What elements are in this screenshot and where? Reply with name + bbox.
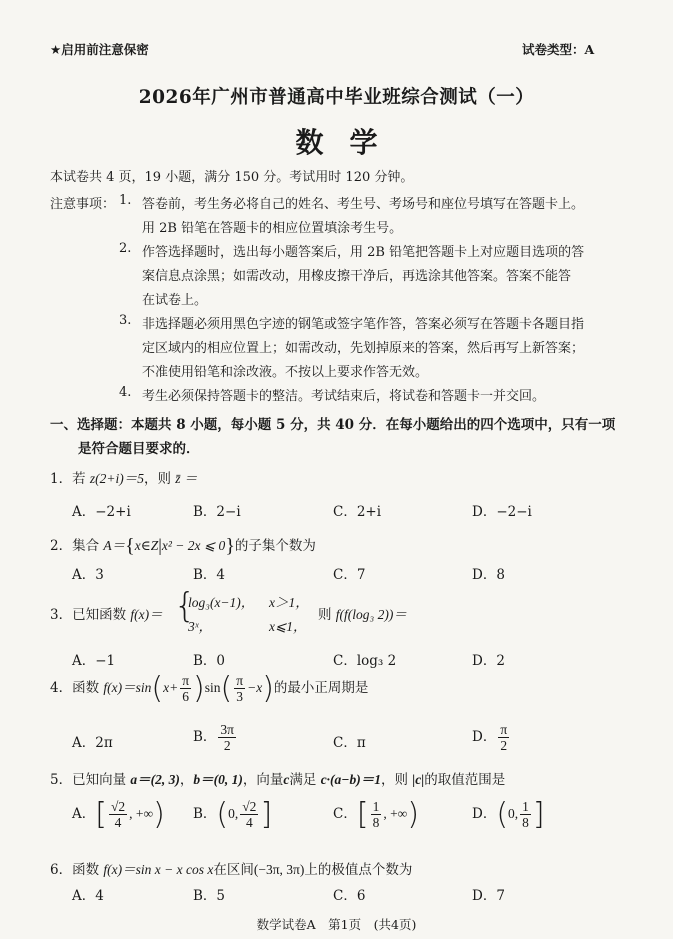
- question-text: 已知向量: [72, 772, 127, 788]
- question-text: 若: [72, 471, 86, 487]
- exam-intro: 本试卷共 4 页，19 小题，满分 150 分。考试用时 120 分钟。: [50, 170, 414, 185]
- question-6: [50, 858, 412, 878]
- option-a: A．4: [72, 888, 104, 904]
- fraction-denominator: 3: [236, 689, 244, 704]
- piecewise-brace: {: [174, 586, 196, 626]
- option-a: A．−1: [72, 653, 116, 669]
- notice-num: 2.: [119, 241, 132, 256]
- option-label: B．: [193, 806, 217, 822]
- set-bar: |: [158, 535, 162, 555]
- piece-case-1: log₃(x−1)，: [188, 595, 255, 610]
- option-a: A．2π: [72, 735, 113, 751]
- notice-line: 定区域内的相应位置上；如需改动，先划掉原来的答案，然后再写上新答案；: [142, 341, 585, 356]
- fraction-denominator: 2: [223, 738, 231, 753]
- bracket-close: ]: [532, 796, 545, 832]
- question-number: 1．: [50, 471, 73, 487]
- notice-num: 4.: [119, 385, 132, 400]
- option-b: B．4: [193, 567, 226, 583]
- notice-line: 答卷前，考生务必将自己的姓名、考生号、考场号和座位号填写在答题卡上。: [142, 197, 585, 212]
- fraction: [498, 722, 509, 753]
- fraction-numerator: π: [182, 673, 190, 688]
- arg-part: x+: [163, 680, 179, 695]
- question-number: 6．: [50, 862, 73, 878]
- option-c: C．2+i: [333, 504, 382, 520]
- question-3-intro: [50, 603, 163, 623]
- paren-close: ): [193, 670, 205, 706]
- question-expr: A＝: [103, 538, 126, 553]
- piece-case-2: 3ˣ，: [188, 619, 213, 634]
- vector-c: c: [283, 772, 290, 787]
- notice-line: 不准使用铅笔和涂改液。不按以上要求作答无效。: [142, 365, 429, 380]
- question-func: f(x)＝: [130, 607, 163, 622]
- question-4: [50, 670, 369, 706]
- notice-line: 在试卷上。: [142, 293, 208, 308]
- set-open-brace: {: [125, 535, 135, 557]
- comma: ，: [179, 772, 194, 788]
- section-heading-cont: 是符合题目要求的．: [78, 441, 200, 457]
- question-text: 函数: [72, 862, 100, 878]
- question-number: 2．: [50, 538, 73, 554]
- vector-a: a＝(2, 3): [130, 772, 180, 787]
- piece-cond-1: x＞1，: [269, 595, 309, 610]
- question-text: 满足: [289, 772, 317, 788]
- fraction-numerator: π: [236, 673, 244, 688]
- question-text: ，向量: [242, 772, 284, 788]
- bracket-open: [: [356, 796, 369, 832]
- option-d: D．7: [472, 888, 505, 904]
- question-1: [50, 467, 197, 487]
- notice-line: 考生必须保持答题卡的整洁。考试结束后，将试卷和答题卡一并交回。: [142, 389, 546, 404]
- option-a: [72, 796, 165, 832]
- option-d: D．2: [472, 653, 505, 669]
- piece-cond-2: x⩽1，: [269, 619, 307, 634]
- vector-b: b＝(0, 1): [193, 772, 243, 787]
- fraction: [371, 799, 382, 830]
- option-c: [333, 796, 420, 832]
- option-b: B．2−i: [193, 504, 241, 520]
- question-text: 的子集个数为: [234, 538, 316, 554]
- fraction: [180, 673, 191, 704]
- fraction-denominator: 2: [500, 738, 508, 753]
- option-d: D．8: [472, 567, 505, 583]
- fraction-numerator: 3π: [220, 722, 234, 737]
- interval-start: 0,: [508, 806, 519, 821]
- dot-condition: c·(a−b)＝1: [320, 772, 381, 787]
- fraction-numerator: 1: [372, 799, 380, 814]
- question-text: 在区间: [213, 862, 254, 878]
- question-func: f(x)＝sin: [103, 680, 152, 695]
- fraction-numerator: √2: [110, 799, 126, 814]
- question-text: ，则: [380, 772, 408, 788]
- page-footer: 数学试卷A 第1页 (共4页): [256, 917, 417, 932]
- option-c: C．7: [333, 567, 366, 583]
- fraction-numerator: 1: [522, 799, 529, 814]
- notice-num: 3.: [119, 313, 132, 328]
- question-ask: f(f(log₃ 2))＝: [335, 607, 407, 622]
- fraction: [109, 799, 127, 830]
- question-2: [50, 534, 316, 558]
- question-number: 5．: [50, 772, 73, 788]
- question-text: 已知函数: [72, 607, 127, 623]
- question-text: 则: [318, 607, 332, 623]
- fraction: [240, 799, 258, 830]
- question-func: f(x)＝sin x − x cos x: [103, 862, 214, 877]
- arg-part: −x: [247, 680, 263, 695]
- question-3-ask: [318, 603, 407, 623]
- fraction-denominator: 4: [114, 815, 122, 830]
- bracket-open: [: [95, 796, 107, 832]
- question-text: 函数: [72, 680, 100, 696]
- bracket-open: (: [496, 796, 509, 832]
- fraction: [218, 722, 236, 753]
- fraction-denominator: 6: [182, 689, 189, 704]
- option-label: D．: [472, 806, 497, 822]
- option-b: [193, 796, 273, 832]
- notice-line: 用 2B 铅笔在答题卡的相应位置填涂考生号。: [142, 221, 403, 236]
- notice-line: 非选择题必须用黑色字迹的钢笔或签字笔作答，答案必须写在答题卡各题目指: [142, 317, 585, 332]
- question-expr: z(2+i)＝5: [89, 471, 144, 486]
- notice-line: 作答选择题时，选出每小题答案后，用 2B 铅笔把答题卡上对应题目选项的答: [142, 245, 585, 260]
- subject-title: 数学: [295, 126, 404, 159]
- notice-line: 案信息点涂黑；如需改动，用橡皮擦干净后，再选涂其他答案。答案不能答: [142, 269, 572, 284]
- interval-rest: , +∞: [129, 806, 154, 821]
- section-heading: 一、选择题：本题共 8 小题，每小题 5 分，共 40 分．在每小题给出的四个选项中，只有一项: [50, 417, 616, 433]
- paren-open: (: [220, 670, 233, 706]
- option-label: A．: [72, 806, 96, 822]
- paren-close: ): [262, 670, 274, 706]
- fraction: [520, 799, 531, 830]
- option-c: C．π: [333, 735, 366, 751]
- option-c: C．6: [333, 888, 366, 904]
- option-label: B．: [193, 729, 217, 745]
- exam-title: 2026年广州市普通高中毕业班综合测试（一）: [138, 87, 535, 108]
- option-label: D．: [472, 729, 497, 745]
- sin-func: sin: [204, 680, 221, 695]
- interval: (−3π, 3π): [253, 862, 305, 877]
- question-number: 3．: [50, 607, 73, 623]
- option-c: C．log₃ 2: [333, 653, 397, 669]
- set-close-brace: }: [225, 535, 235, 557]
- fraction-denominator: 8: [372, 815, 380, 830]
- bracket-close: ]: [260, 796, 273, 832]
- option-d: [472, 722, 511, 753]
- bracket-open: (: [216, 796, 229, 832]
- question-number: 4．: [50, 680, 73, 696]
- notice-label: 注意事项：: [50, 197, 116, 212]
- fraction-denominator: 8: [522, 815, 529, 830]
- fraction: [234, 673, 245, 704]
- interval-rest: , +∞: [383, 806, 408, 821]
- question-text: ，则: [144, 471, 171, 487]
- confidential-label: ★启用前注意保密: [50, 42, 149, 57]
- bracket-close: ): [407, 796, 420, 832]
- option-a: A．3: [72, 567, 104, 583]
- option-b: B．5: [193, 888, 226, 904]
- option-d: [472, 796, 545, 832]
- question-5: [50, 768, 505, 788]
- option-b: [193, 722, 238, 753]
- interval-start: 0,: [228, 806, 239, 821]
- question-text: 集合: [72, 538, 100, 554]
- question-ask: z̄ ＝: [175, 471, 198, 486]
- question-text: 上的极值点个数为: [304, 862, 413, 878]
- question-text: 的取值范围是: [424, 772, 506, 788]
- set-element: x∈Z: [134, 538, 159, 553]
- fraction-denominator: 4: [245, 815, 253, 830]
- fraction-numerator: π: [500, 722, 508, 737]
- notice-num: 1.: [119, 193, 132, 208]
- option-d: D．−2−i: [472, 504, 532, 520]
- option-b: B．0: [193, 653, 226, 669]
- option-a: A．−2+i: [72, 504, 131, 520]
- option-label: C．: [333, 806, 357, 822]
- question-text: 的最小正周期是: [273, 680, 369, 696]
- magnitude-c: |c|: [412, 772, 425, 787]
- set-condition: x² − 2x ⩽ 0: [161, 538, 226, 553]
- paper-type: 试卷类型：A: [522, 42, 595, 57]
- paren-open: (: [151, 670, 164, 706]
- fraction-numerator: √2: [242, 799, 257, 814]
- bracket-close: ): [153, 796, 165, 832]
